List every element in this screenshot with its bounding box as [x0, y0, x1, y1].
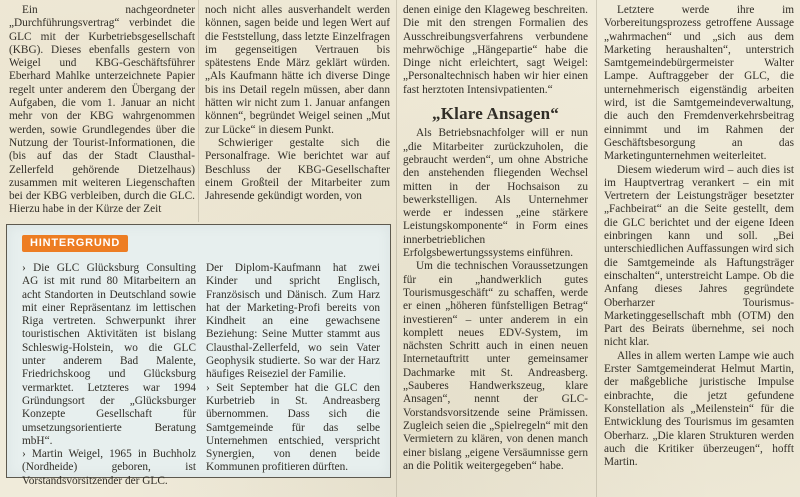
article-paragraph: Diesem wiederum wird – auch dies ist im Hauptvertrag verankert – ein mit Vertretern der Leistungsträger besetzter „Fachbeirat“ an die Seite gestellt, dem die GLC berichtet und der eigene Ideen einbringen kann und soll. „Bei unterschiedlichen Auffassungen wird sich die Samtgemeinde als Haftungsträger einschalten“, unterstreicht Lampe. Ob die Anfang dieses Jahres gegründete Oberharzer Tourismus-Marketinggesellschaft mbh (OTM) den Part des Beirats übernehme, sei noch nicht klar. — [604, 163, 794, 349]
box-paragraph: Der Diplom-Kaufmann hat zwei Kinder und spricht Englisch, Französisch und Dänisch. Zum Harz hat der Marketing-Profi bereits von Kindheit an eine gewachsene Beziehung: Seine Mutter stammt aus Clausthal-Zellerfeld, wo sein Vater Geophysik studierte. So war der Harz häufiges Reiseziel der Familie. — [206, 262, 380, 381]
article-paragraph: Um die technischen Voraussetzungen für ein „handwerklich gutes Tourismusgeschäft“ zu schaffen, werde er einen „höheren fünfstelligen Betrag“ investieren“ – unter anderem in ein komplett neues EDV-System, im nächsten Schritt auch in einen neuen Internetauftritt unter gemeinsamer Dachmarke mit St. Andreasberg. „Sauberes Handwerkszeug, klare Ansagen“, nennt der GLC-Vorstandsvorsitzende seine Prämissen. Zugleich seien die „Spielregeln“ mit den Vermietern zu klären, von denen manch einer bislang „eigene Versäumnisse gern an die Politik weitergegeben“ habe. — [403, 260, 588, 472]
article-paragraph: Alles in allem werten Lampe wie auch Erster Samtgemeinderat Helmut Martin, der maßgebliche juristische Impulse einbrachte, die jetzt gefundene Konstellation als „Meilenstein“ für die Entwicklung des Tourismus im gesamten Oberharz. „Die klaren Strukturen werden auch die Kritiker überzeugen“, hofft Martin. — [604, 349, 794, 469]
column-rule-3 — [596, 0, 597, 497]
article-paragraph: Als Betriebsnachfolger will er nun „die Mitarbeiter zurückzuholen, die gebraucht werden“, um ohne Abstriche den anstehenden fliegenden Wechsel mitten in der Hochsaison zu bewerkstelligen. Als Unternehmer werde er indessen „eine stärkere Leistungskomponente“ in Form eines innerbetrieblichen Erfolgsbewertungssystems einführen. — [403, 127, 588, 260]
hintergrund-label: HINTERGRUND — [22, 235, 128, 252]
hintergrund-box — [6, 224, 391, 487]
article-paragraph: Schwieriger gestalte sich die Personalfrage. Wie berichtet war auf Beschluss der KBG-Gesellschafter einem Großteil der Mitarbeiter zum Jahresende gekündigt worden, von — [205, 136, 390, 203]
article-paragraph: denen einige den Klageweg beschreiten. Die mit den strengen Formalien des Ausschreibungsverfahrens verbundene mehrwöchige „Hängepartie“ habe die Dinge nicht erleichtert, sagt Weigel: „Personaltechnisch haben wir hier einen fast herztoten Intensivpatienten.“ — [403, 4, 588, 96]
box-paragraph: › Seit September hat die GLC den Kurbetrieb in St. Andreasberg übernommen. Dass sich die Samtgemeinde für das selbe Unternehmen entschied, verspricht Synergien, von denen beide Kommunen profitieren dürften. — [206, 381, 380, 474]
article-column-1 — [9, 4, 195, 217]
article-column-4 — [604, 4, 794, 469]
section-heading: „Klare Ansagen“ — [432, 104, 559, 124]
article-paragraph: noch nicht alles ausverhandelt werden können, sagen beide und legen Wert auf die Feststellung, dass letzte Einzelfragen im gegenseitigen Vertrauen bis spätestens Ende März geklärt würden. „Als Kaufmann hätte ich diverse Dinge bis ins Detail regeln müssen, aber dann hätten wir nicht zum 1. Januar anfangen können“, begründet Weigel seinen „Mut zur Lücke“ in diesem Punkt. — [205, 4, 390, 136]
article-column-3 — [403, 4, 588, 473]
hintergrund-box-column-1 — [22, 262, 196, 488]
article-paragraph: Ein nachgeordneter „Durchführungsvertrag“ verbindet die GLC mit der Kurbetriebsgesellschaft (KBG). Dieses ebenfalls gestern von Weigel und KBG-Geschäftsführer Eberhard Mahlke unterzeichnete Papier regelt unter anderem den Übergang der Aufgaben, die vom 1. Januar an nicht mehr von der KBG wahrgenommen werden, sowie Grundlegendes über die Nutzung der Tourist-Informationen, die (bis auf das der Stadt Clausthal-Zellerfeld gehörende Dietzelhaus) zusammen mit weiteren Liegenschaften bei der KBG verbleiben, durch die GLC. Hierzu habe in der Kürze der Zeit — [9, 4, 195, 216]
article-paragraph: Letztere werde ihre im Vorbereitungsprozess getroffene Aussage „wahrmachen“ und „sich aus dem Marketing heraushalten“, unterstrich Samtgemeindebürgermeister Walter Lampe. Auftraggeber der GLC, die unternehmerisch eigenständig arbeiten wird, ist die Samtgemeindeverwaltung, die auch den Fremdenverkehrsbeitrag einnimmt und im Rahmen der Geschäftsbesorgung an das Marketingunternehmen weiterleitet. — [604, 4, 794, 163]
column-rule-1 — [198, 0, 199, 222]
column-rule-2 — [396, 0, 397, 497]
article-column-2 — [205, 4, 390, 203]
box-paragraph: › Die GLC Glücksburg Consulting AG ist mit rund 80 Mitarbeitern an acht Standorten in Deutschland sowie mit einer Repräsentanz im lettischen Riga vertreten. Schwerpunkt ihrer touristischen Aktivitäten ist bislang Schleswig-Holstein, wo die GLC unter anderem Bad Malente, Friedrichskoog und Glücksburg vermarktet. Letzteres war 1994 Gründungsort der „Glücksburger Konzepte Gesellschaft für umsetzungsorientierte Beratung mbH“. — [22, 262, 196, 447]
box-paragraph: › Martin Weigel, 1965 in Buchholz (Nordheide) geboren, ist Vorstandsvorsitzender der GLC. — [22, 448, 196, 487]
hintergrund-box-column-2 — [206, 262, 380, 475]
